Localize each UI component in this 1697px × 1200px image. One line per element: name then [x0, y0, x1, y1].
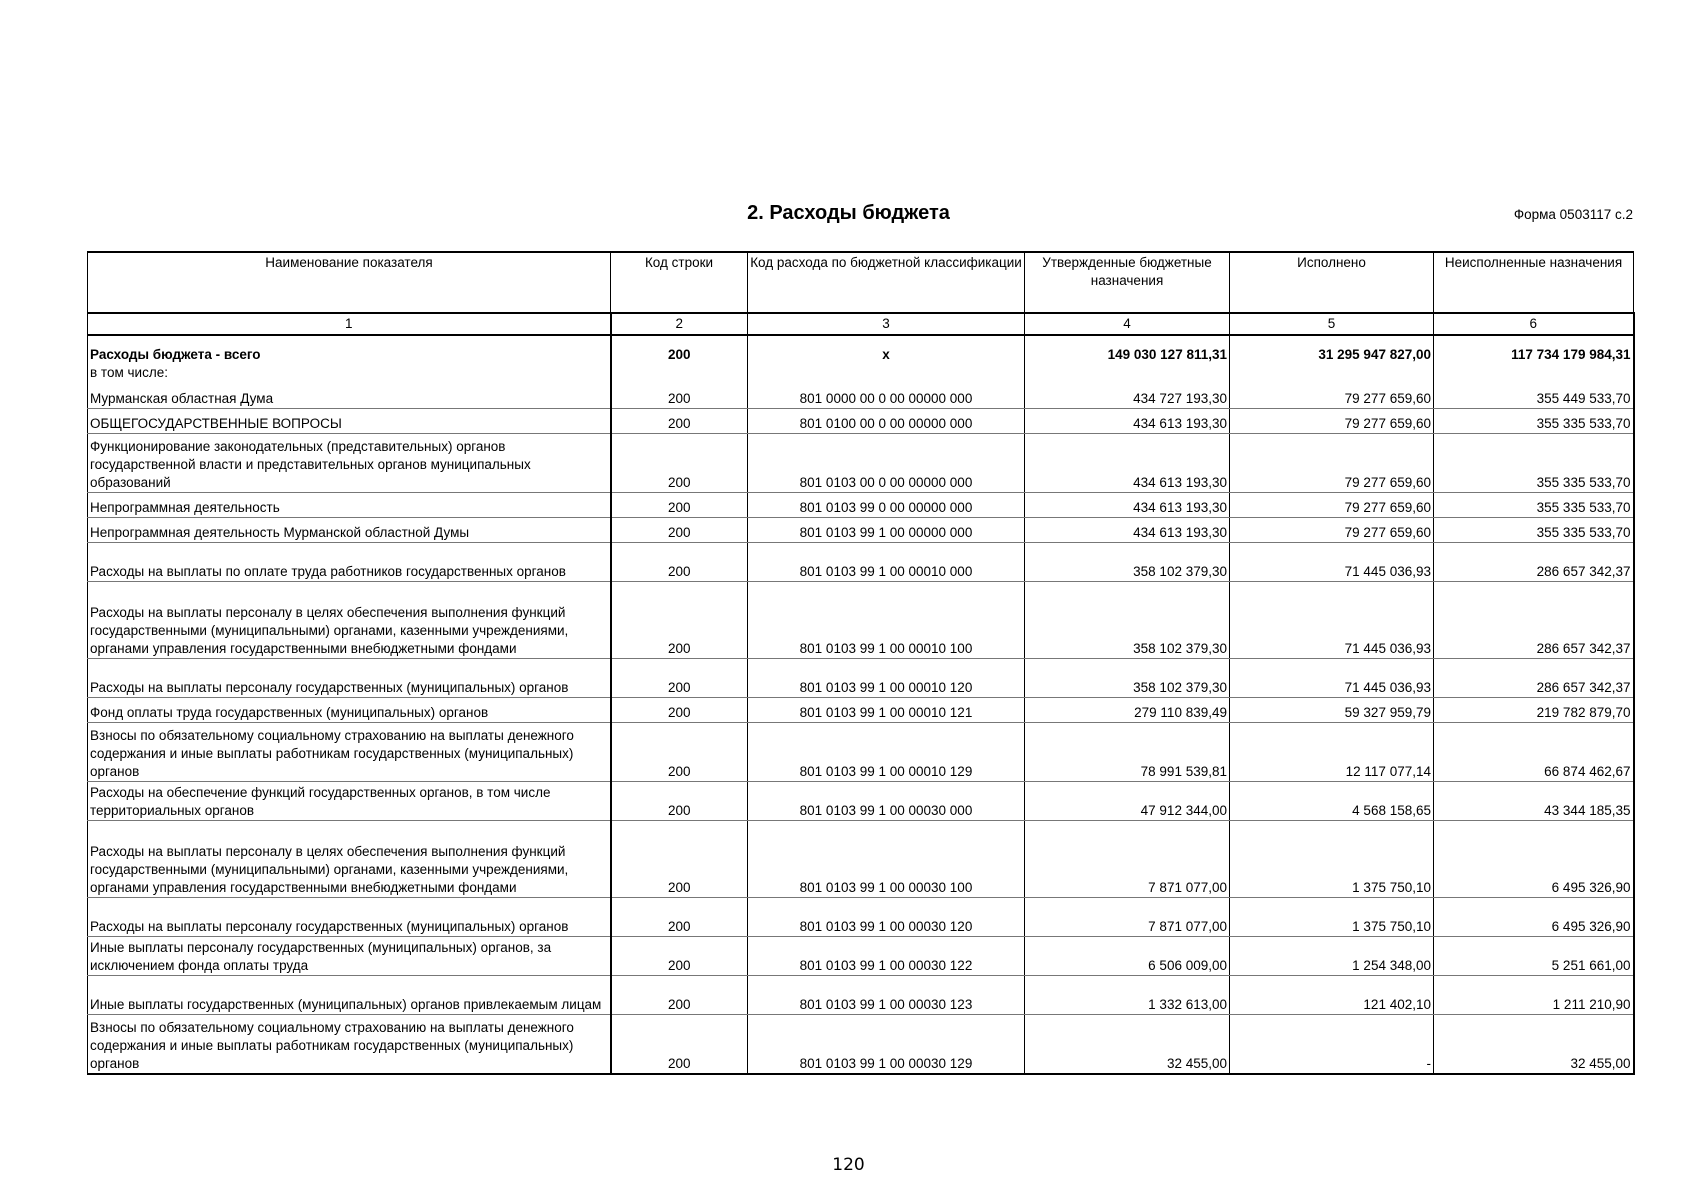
header-row: [88, 252, 1634, 313]
row-name: Расходы на выплаты по оплате труда работников государственных органов: [88, 543, 611, 582]
row-name: ОБЩЕГОСУДАРСТВЕННЫЕ ВОПРОСЫ: [88, 409, 611, 434]
row-unexecuted: 1 211 210,90: [1434, 976, 1634, 1015]
report-title: 2. Расходы бюджета: [747, 202, 950, 224]
row-executed: 1 375 750,10: [1230, 898, 1434, 937]
row-approved: 434 613 193,30: [1025, 409, 1230, 434]
total-class-code: x: [748, 335, 1025, 364]
row-approved: 32 455,00: [1025, 1015, 1230, 1075]
row-name: Фонд оплаты труда государственных (муниципальных) органов: [88, 698, 611, 723]
row-executed: 79 277 659,60: [1230, 434, 1434, 493]
row-class-code: 801 0100 00 0 00 00000 000: [748, 409, 1025, 434]
column-number: 2: [611, 313, 748, 335]
table-row: [88, 937, 1634, 976]
row-line-code: 200: [611, 723, 748, 782]
header-unexecuted: Неисполненные назначения: [1434, 252, 1634, 313]
row-class-code: 801 0103 99 1 00 00030 100: [748, 821, 1025, 898]
table-row: [88, 723, 1634, 782]
table-row: [88, 543, 1634, 582]
row-line-code: 200: [611, 384, 748, 409]
row-name: Расходы на обеспечение функций государственных органов, в том числе территориальных органов: [88, 782, 611, 821]
row-class-code: 801 0103 99 1 00 00000 000: [748, 518, 1025, 543]
row-line-code: 200: [611, 937, 748, 976]
row-line-code: 200: [611, 1015, 748, 1075]
row-approved: 1 332 613,00: [1025, 976, 1230, 1015]
row-line-code: 200: [611, 543, 748, 582]
page-number: 120: [832, 1155, 865, 1175]
row-executed: 1 375 750,10: [1230, 821, 1434, 898]
row-executed: 71 445 036,93: [1230, 659, 1434, 698]
table-row: [88, 434, 1634, 493]
row-line-code: 200: [611, 659, 748, 698]
row-unexecuted: 5 251 661,00: [1434, 937, 1634, 976]
row-line-code: 200: [611, 434, 748, 493]
column-number: 3: [748, 313, 1025, 335]
column-number: 4: [1025, 313, 1230, 335]
row-executed: 1 254 348,00: [1230, 937, 1434, 976]
row-line-code: 200: [611, 518, 748, 543]
row-name: Непрограммная деятельность: [88, 493, 611, 518]
including-row: [88, 364, 1634, 384]
row-name: Непрограммная деятельность Мурманской областной Думы: [88, 518, 611, 543]
row-unexecuted: 32 455,00: [1434, 1015, 1634, 1075]
row-approved: 78 991 539,81: [1025, 723, 1230, 782]
total-name: Расходы бюджета - всего: [88, 335, 611, 364]
empty-cell: [611, 364, 748, 384]
header-line-code: Код строки: [611, 252, 748, 313]
total-executed: 31 295 947 827,00: [1230, 335, 1434, 364]
header-executed: Исполнено: [1230, 252, 1434, 313]
row-unexecuted: 286 657 342,37: [1434, 582, 1634, 659]
row-approved: 7 871 077,00: [1025, 898, 1230, 937]
row-class-code: 801 0103 99 1 00 00010 121: [748, 698, 1025, 723]
row-name: Расходы на выплаты персоналу государственных (муниципальных) органов: [88, 898, 611, 937]
row-name: Взносы по обязательному социальному страхованию на выплаты денежного содержания и иные выплаты работникам государственных (муниципальных) органов: [88, 723, 611, 782]
header-indicator-name: Наименование показателя: [88, 252, 611, 313]
row-name: Функционирование законодательных (представительных) органов государственной власти и представительных органов муниципальных образований: [88, 434, 611, 493]
row-line-code: 200: [611, 582, 748, 659]
row-line-code: 200: [611, 782, 748, 821]
row-class-code: 801 0103 99 0 00 00000 000: [748, 493, 1025, 518]
form-code: Форма 0503117 с.2: [1513, 207, 1633, 222]
total-line-code: 200: [611, 335, 748, 364]
table-row: [88, 493, 1634, 518]
row-line-code: 200: [611, 493, 748, 518]
table-row: [88, 659, 1634, 698]
row-name: Иные выплаты государственных (муниципальных) органов привлекаемым лицам: [88, 976, 611, 1015]
table-row: [88, 821, 1634, 898]
total-unexecuted: 117 734 179 984,31: [1434, 335, 1634, 364]
table-row: [88, 384, 1634, 409]
row-unexecuted: 355 449 533,70: [1434, 384, 1634, 409]
row-line-code: 200: [611, 698, 748, 723]
empty-cell: [1025, 364, 1230, 384]
row-unexecuted: 355 335 533,70: [1434, 434, 1634, 493]
expenses-table: [87, 251, 1635, 1075]
row-name: Расходы на выплаты персоналу в целях обеспечения выполнения функций государственными (муниципальными) органами, казенными учреждениями, органами управления государственными внебюджетными фондами: [88, 821, 611, 898]
row-unexecuted: 355 335 533,70: [1434, 409, 1634, 434]
row-unexecuted: 66 874 462,67: [1434, 723, 1634, 782]
row-unexecuted: 286 657 342,37: [1434, 659, 1634, 698]
column-number: 5: [1230, 313, 1434, 335]
row-executed: -: [1230, 1015, 1434, 1075]
header-approved: Утвержденные бюджетные назначения: [1025, 252, 1230, 313]
row-name: Взносы по обязательному социальному страхованию на выплаты денежного содержания и иные выплаты работникам государственных (муниципальных) органов: [88, 1015, 611, 1075]
row-unexecuted: 355 335 533,70: [1434, 518, 1634, 543]
row-line-code: 200: [611, 976, 748, 1015]
row-approved: 434 613 193,30: [1025, 434, 1230, 493]
row-name: Расходы на выплаты персоналу государственных (муниципальных) органов: [88, 659, 611, 698]
row-class-code: 801 0103 99 1 00 00030 120: [748, 898, 1025, 937]
row-executed: 59 327 959,79: [1230, 698, 1434, 723]
row-approved: 434 613 193,30: [1025, 493, 1230, 518]
table-row: [88, 582, 1634, 659]
row-executed: 12 117 077,14: [1230, 723, 1434, 782]
row-executed: 79 277 659,60: [1230, 409, 1434, 434]
row-class-code: 801 0103 99 1 00 00030 000: [748, 782, 1025, 821]
row-class-code: 801 0103 99 1 00 00030 129: [748, 1015, 1025, 1075]
empty-cell: [748, 364, 1025, 384]
row-class-code: 801 0103 99 1 00 00010 100: [748, 582, 1025, 659]
table-row: [88, 698, 1634, 723]
row-approved: 358 102 379,30: [1025, 659, 1230, 698]
row-line-code: 200: [611, 821, 748, 898]
row-approved: 434 727 193,30: [1025, 384, 1230, 409]
row-class-code: 801 0103 99 1 00 00030 123: [748, 976, 1025, 1015]
row-approved: 47 912 344,00: [1025, 782, 1230, 821]
table-row: [88, 518, 1634, 543]
column-number-row: [88, 313, 1634, 335]
row-line-code: 200: [611, 898, 748, 937]
row-unexecuted: 286 657 342,37: [1434, 543, 1634, 582]
row-class-code: 801 0000 00 0 00 00000 000: [748, 384, 1025, 409]
row-line-code: 200: [611, 409, 748, 434]
row-class-code: 801 0103 99 1 00 00010 120: [748, 659, 1025, 698]
row-name: Расходы на выплаты персоналу в целях обеспечения выполнения функций государственными (муниципальными) органами, казенными учреждениями, органами управления государственными внебюджетными фондами: [88, 582, 611, 659]
total-approved: 149 030 127 811,31: [1025, 335, 1230, 364]
column-number: 1: [88, 313, 611, 335]
table-row: [88, 898, 1634, 937]
row-name: Иные выплаты персоналу государственных (муниципальных) органов, за исключением фонда оплаты труда: [88, 937, 611, 976]
row-approved: 434 613 193,30: [1025, 518, 1230, 543]
total-row: [88, 335, 1634, 364]
empty-cell: [1434, 364, 1634, 384]
row-approved: 7 871 077,00: [1025, 821, 1230, 898]
row-class-code: 801 0103 99 1 00 00010 000: [748, 543, 1025, 582]
row-class-code: 801 0103 00 0 00 00000 000: [748, 434, 1025, 493]
row-executed: 79 277 659,60: [1230, 384, 1434, 409]
table-row: [88, 1015, 1634, 1075]
row-approved: 279 110 839,49: [1025, 698, 1230, 723]
row-approved: 358 102 379,30: [1025, 582, 1230, 659]
row-class-code: 801 0103 99 1 00 00030 122: [748, 937, 1025, 976]
row-executed: 79 277 659,60: [1230, 518, 1434, 543]
header-classification-code: Код расхода по бюджетной классификации: [748, 252, 1025, 313]
including-label: в том числе:: [88, 364, 611, 384]
row-approved: 358 102 379,30: [1025, 543, 1230, 582]
table-row: [88, 976, 1634, 1015]
empty-cell: [1230, 364, 1434, 384]
row-name: Мурманская областная Дума: [88, 384, 611, 409]
row-unexecuted: 355 335 533,70: [1434, 493, 1634, 518]
row-unexecuted: 6 495 326,90: [1434, 898, 1634, 937]
row-executed: 71 445 036,93: [1230, 582, 1434, 659]
row-unexecuted: 219 782 879,70: [1434, 698, 1634, 723]
row-executed: 121 402,10: [1230, 976, 1434, 1015]
row-executed: 4 568 158,65: [1230, 782, 1434, 821]
table-row: [88, 782, 1634, 821]
row-unexecuted: 43 344 185,35: [1434, 782, 1634, 821]
row-executed: 79 277 659,60: [1230, 493, 1434, 518]
row-class-code: 801 0103 99 1 00 00010 129: [748, 723, 1025, 782]
row-executed: 71 445 036,93: [1230, 543, 1434, 582]
row-unexecuted: 6 495 326,90: [1434, 821, 1634, 898]
column-number: 6: [1434, 313, 1634, 335]
table-row: [88, 409, 1634, 434]
row-approved: 6 506 009,00: [1025, 937, 1230, 976]
